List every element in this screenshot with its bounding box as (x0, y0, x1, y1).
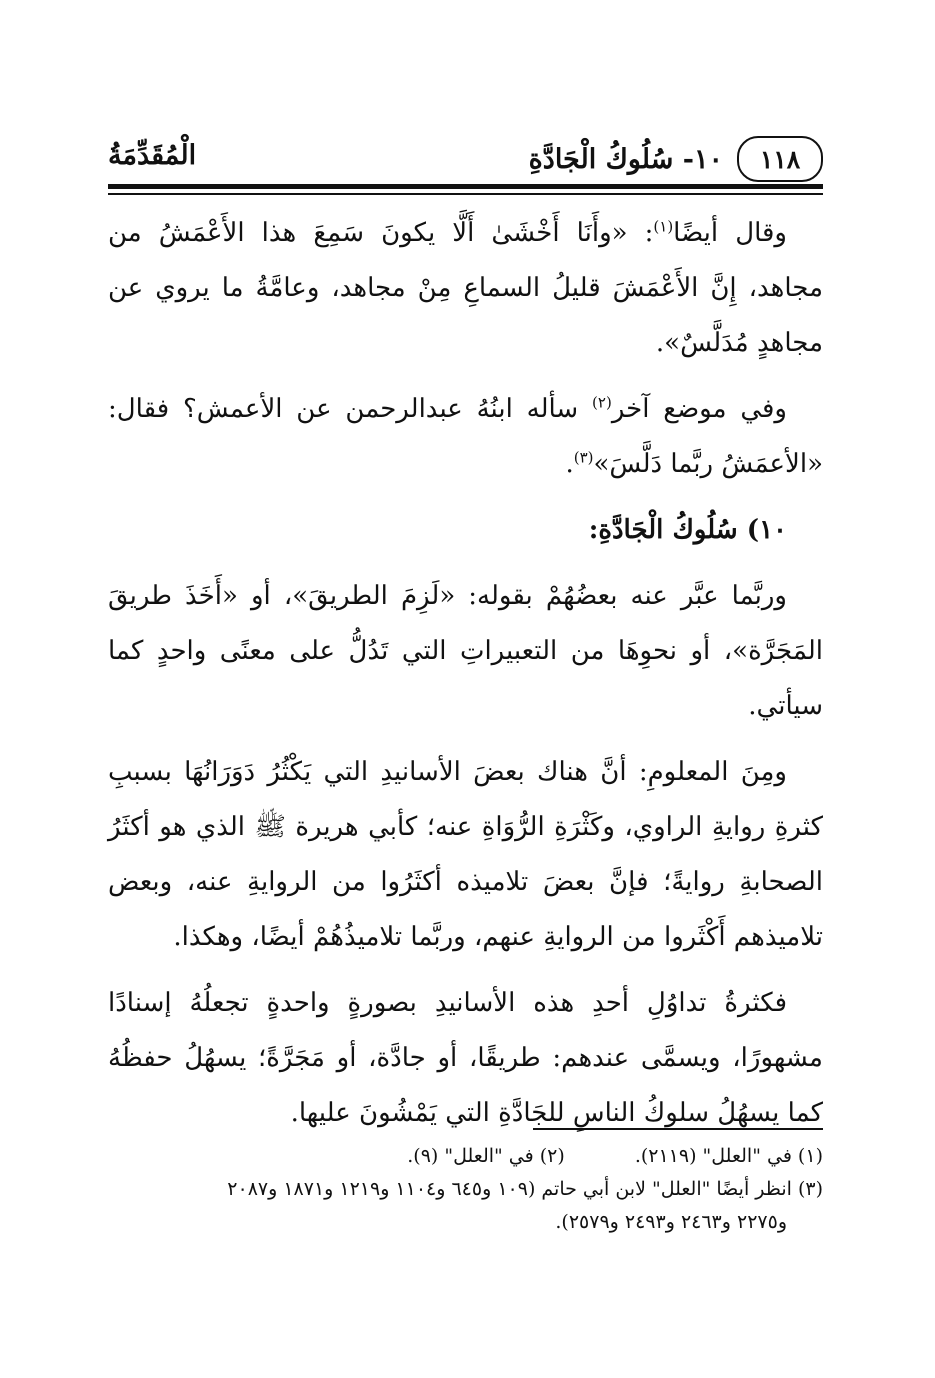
footnote-ref-3: (٣) (573, 448, 594, 467)
footnote-ref-1: (١) (653, 217, 674, 236)
paragraph-3: وربَّما عبَّر عنه بعضُهُمْ بقوله: «لَزِمَ الطريقَ»، أو «أَخَذَ طريقَ المَجَرَّة»، أو نحوِهَا من التعبيراتِ التي تَدُلُّ على معنًى واحدٍ كما سيأتي. (108, 581, 823, 721)
paragraph-1-text-b: : «وأَنَا أَخْشَىٰ أَلَّا يكونَ سَمِعَ هذا الأَعْمَشُ من مجاهد، إِنَّ الأَعْمَشَ قليلُ السماعِ مِنْ مجاهد، وعامَّةُ ما يروي عن مجاهدٍ مُدَلَّسٌ». (108, 218, 823, 358)
main-text (108, 206, 823, 1152)
footnote-2: (٢) في "العلل" (٩). (407, 1145, 565, 1167)
footnote-separator (533, 1128, 823, 1130)
header-rule-thick (108, 184, 823, 189)
page-header (108, 130, 823, 182)
footnote-1: (١) في "العلل" (٢١١٩). (634, 1145, 823, 1167)
footnotes (108, 1140, 823, 1239)
paragraph-1-text-a: وقال أيضًا (673, 218, 787, 248)
footnote-row-1 (108, 1140, 823, 1173)
page-number: ١١٨ (737, 136, 823, 182)
paragraph-5: فكثرةُ تداوُلِ أحدِ هذه الأسانيدِ بصورةٍ واحدةٍ تجعلُهُ إسنادًا مشهورًا، ويسمَّى عندهم: طريقًا، أو جادَّة، أو مَجَرَّةً؛ يسهُلُ حفظُهُ كما يسهُلُ سلوكُ الناسِ للجَادَّةِ التي يَمْشُونَ عليها. (108, 988, 823, 1128)
chapter-title: ١٠- سُلُوكُ الْجَادَّةِ (528, 143, 723, 175)
paragraph-2-text-b: سأله ابنُهُ عبدالرحمن عن الأعمش؟ فقال: «الأعمَشُ ربَّما دَلَّسَ» (108, 394, 823, 479)
footnote-3-line-2: و٢٢٧٥ و٢٤٦٣ و٢٤٩٣ و٢٥٧٩). (555, 1211, 787, 1233)
section-subheading: ١٠) سُلُوكُ الْجَادَّةِ: (588, 515, 787, 545)
paragraph-4: ومِنَ المعلومِ: أنَّ هناك بعضَ الأسانيدِ التي يَكْثُرُ دَوَرَانُهَا بسببِ كثرةِ روايةِ الراوي، وكَثْرَةِ الرُّوَاةِ عنه؛ كأبي هريرة ﷺ الذي هو أكثَرُ الصحابةِ روايةً؛ فإنَّ بعضَ تلاميذه أكثَرُوا من الروايةِ عنه، وبعض تلاميذهم أَكْثَروا من الروايةِ عنهم، وربَّما تلاميذُهُمْ أيضًا، وهكذا. (108, 757, 823, 952)
paragraph-2-text-c: . (565, 449, 574, 479)
footnote-3-line-1: (٣) انظر أيضًا "العلل" لابن أبي حاتم (١٠٩ و٦٤٥ و١١٠٤ و١٢١٩ و١٨٧١ و٢٠٨٧ (227, 1178, 823, 1200)
chapter-heading (529, 136, 823, 182)
book-title: الْمُقَدِّمَةُ (108, 140, 197, 171)
footnote-ref-2: (٢) (592, 393, 612, 412)
paragraph-2-text-a: وفي موضع آخر (611, 394, 787, 424)
header-rule-thin (108, 193, 823, 195)
paragraph-1 (108, 206, 823, 371)
paragraph-2 (108, 382, 823, 492)
